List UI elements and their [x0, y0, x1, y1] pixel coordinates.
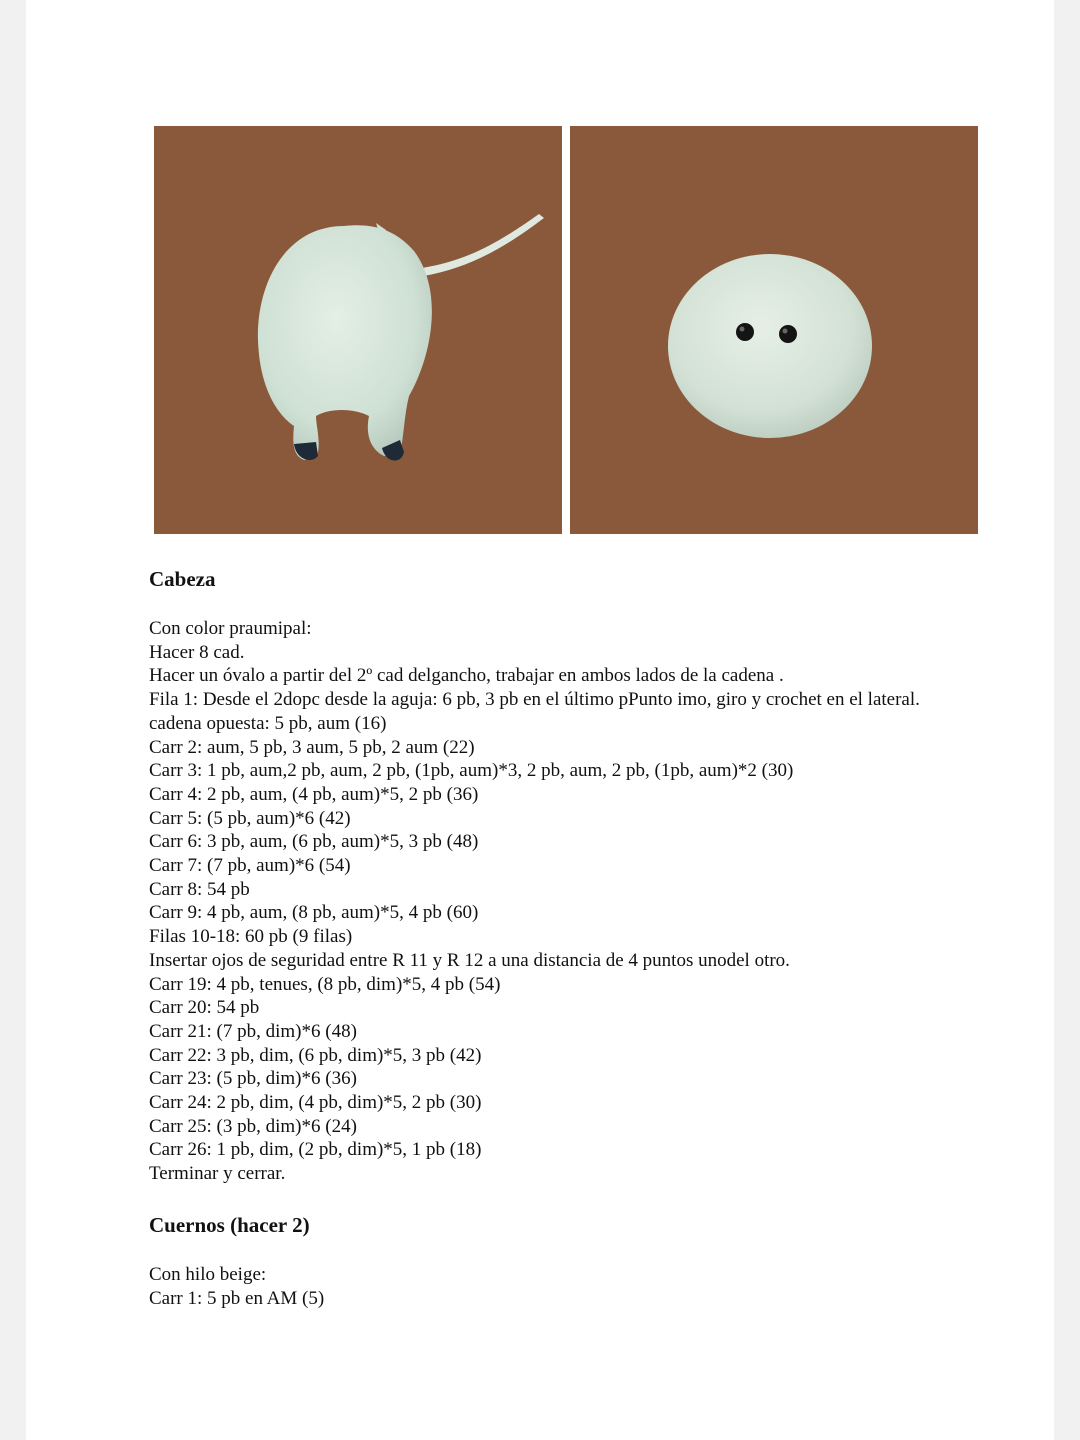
instruction-line: Carr 24: 2 pb, dim, (4 pb, dim)*5, 2 pb (30) — [149, 1092, 482, 1114]
crochet-head-icon — [570, 126, 978, 534]
crochet-body-icon — [154, 126, 562, 534]
instruction-line: Carr 6: 3 pb, aum, (6 pb, aum)*5, 3 pb (48) — [149, 831, 479, 853]
instruction-line: Hacer un óvalo a partir del 2º cad delgancho, trabajar en ambos lados de la cadena . — [149, 665, 784, 687]
instruction-line: Carr 26: 1 pb, dim, (2 pb, dim)*5, 1 pb (18) — [149, 1139, 482, 1161]
instruction-line: Con color praumipal: — [149, 618, 312, 639]
section-title-cuernos: Cuernos (hacer 2) — [149, 1213, 310, 1237]
instruction-line: Carr 3: 1 pb, aum,2 pb, aum, 2 pb, (1pb, aum)*3, 2 pb, aum, 2 pb, (1pb, aum)*2 (30) — [149, 760, 794, 782]
section-title-cabeza: Cabeza — [149, 567, 216, 591]
cuernos-instructions — [149, 1263, 1029, 1310]
instruction-line: Carr 2: aum, 5 pb, 3 aum, 5 pb, 2 aum (22) — [149, 736, 475, 758]
instruction-line: Carr 22: 3 pb, dim, (6 pb, dim)*5, 3 pb (42) — [149, 1044, 482, 1066]
instruction-line: Carr 20: 54 pb — [149, 997, 260, 1019]
crochet-body-photo — [154, 126, 562, 534]
crochet-head-photo — [570, 126, 978, 534]
cabeza-instructions — [149, 617, 1029, 1186]
instruction-line: Carr 7: (7 pb, aum)*6 (54) — [149, 855, 351, 877]
instruction-line: Insertar ojos de seguridad entre R 11 y R 12 a una distancia de 4 puntos unodel otro. — [149, 949, 790, 971]
instruction-line: Carr 19: 4 pb, tenues, (8 pb, dim)*5, 4 pb (54) — [149, 973, 501, 995]
instruction-line: Carr 9: 4 pb, aum, (8 pb, aum)*5, 4 pb (60) — [149, 902, 479, 924]
instruction-line: cadena opuesta: 5 pb, aum (16) — [149, 712, 387, 734]
instruction-line: Con hilo beige: — [149, 1264, 267, 1285]
instruction-line: Carr 8: 54 pb — [149, 878, 250, 900]
instruction-line: Carr 1: 5 pb en AM (5) — [149, 1287, 325, 1309]
instruction-line: Carr 25: (3 pb, dim)*6 (24) — [149, 1115, 357, 1137]
instruction-line: Filas 10-18: 60 pb (9 filas) — [149, 926, 353, 948]
instruction-line: Terminar y cerrar. — [149, 1163, 286, 1185]
instruction-line: Hacer 8 cad. — [149, 641, 245, 663]
document-page — [26, 0, 1054, 1440]
instruction-line: Carr 21: (7 pb, dim)*6 (48) — [149, 1020, 357, 1042]
instruction-line: Carr 23: (5 pb, dim)*6 (36) — [149, 1068, 357, 1090]
instruction-line: Carr 5: (5 pb, aum)*6 (42) — [149, 807, 351, 829]
instruction-line: Carr 4: 2 pb, aum, (4 pb, aum)*5, 2 pb (36) — [149, 783, 479, 805]
instruction-line: Fila 1: Desde el 2dopc desde la aguja: 6 pb, 3 pb en el último pPunto imo, giro y crochet en el lateral. — [149, 689, 920, 711]
